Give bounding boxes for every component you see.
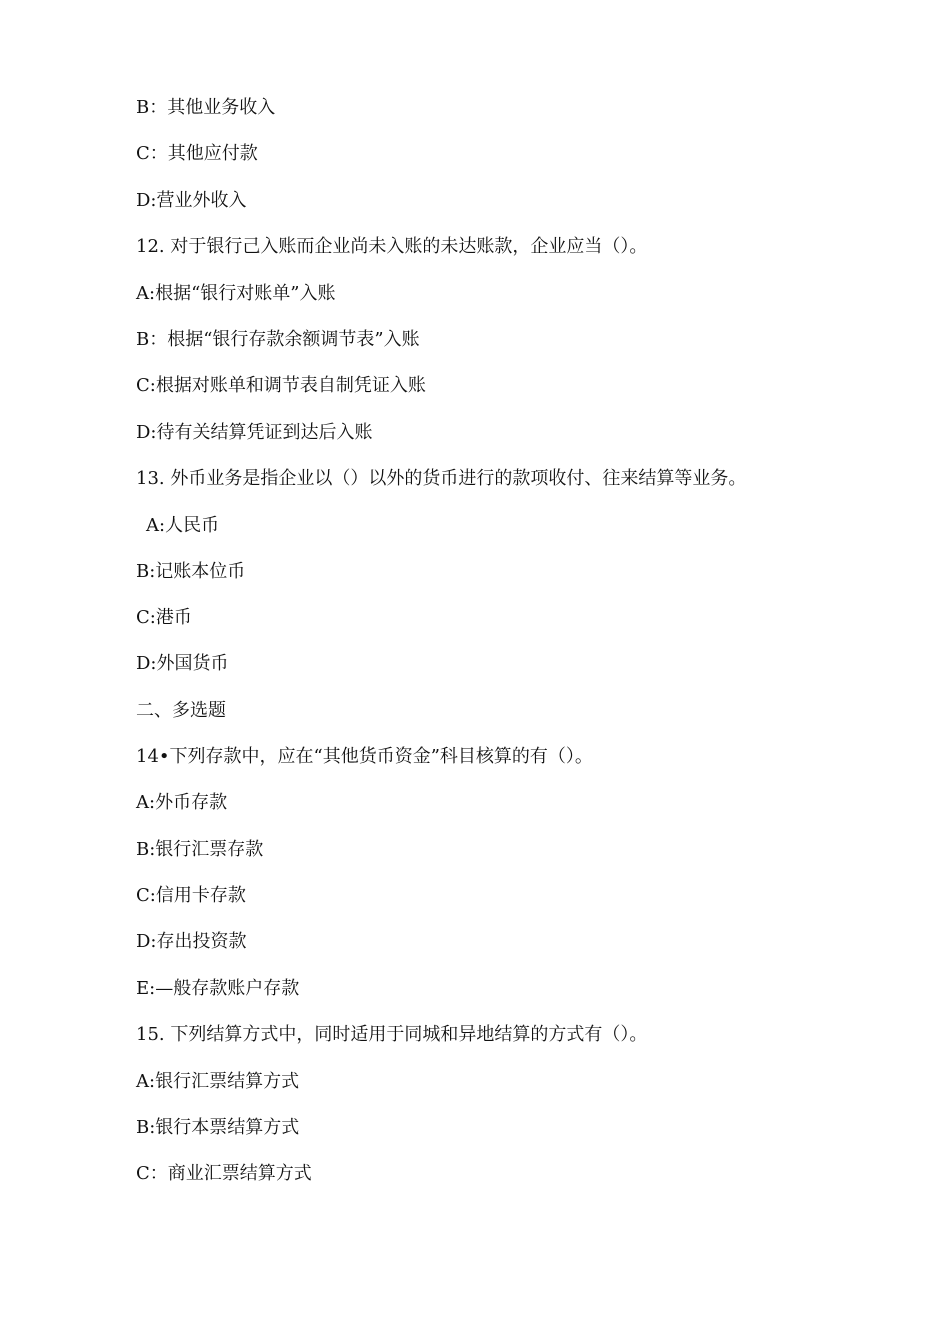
question-14: 14•下列存款中，应在“其他货币资金”科目核算的有（）。 (136, 746, 593, 767)
option-12-c: C:根据对账单和调节表自制凭证入账 (136, 375, 426, 396)
option-15-c: C：商业汇票结算方式 (136, 1163, 312, 1184)
option-15-b: B:银行本票结算方式 (136, 1117, 300, 1138)
question-15: 15. 下列结算方式中，同时适用于同城和异地结算的方式有（）。 (136, 1024, 648, 1045)
option-14-d: D:存出投资款 (136, 931, 247, 952)
question-12: 12. 对于银行己入账而企业尚未入账的未达账款，企业应当（）。 (136, 236, 648, 257)
option-14-b: B:银行汇票存款 (136, 839, 264, 860)
option-14-c: C:信用卡存款 (136, 885, 246, 906)
option-11-c: C：其他应付款 (136, 143, 258, 164)
question-13: 13. 外币业务是指企业以（）以外的货币进行的款项收付、往来结算等业务。 (136, 468, 747, 489)
option-13-d: D:外国货币 (136, 653, 229, 674)
option-15-a: A:银行汇票结算方式 (136, 1071, 300, 1092)
option-12-b: B：根据“银行存款余额调节表”入账 (136, 329, 420, 350)
option-14-e: E:—般存款账户存款 (136, 978, 300, 999)
option-11-d: D:营业外收入 (136, 190, 247, 211)
option-13-c: C:港币 (136, 607, 192, 628)
option-12-d: D:待有关结算凭证到达后入账 (136, 422, 373, 443)
section-heading-multiple-choice: 二、多选题 (136, 700, 226, 721)
option-14-a: A:外币存款 (136, 792, 228, 813)
option-12-a: A:根据“银行对账单”入账 (136, 283, 336, 304)
option-13-b: B:记账本位币 (136, 561, 246, 582)
option-13-a: A:人民币 (146, 515, 220, 536)
option-11-b: B：其他业务收入 (136, 97, 276, 118)
